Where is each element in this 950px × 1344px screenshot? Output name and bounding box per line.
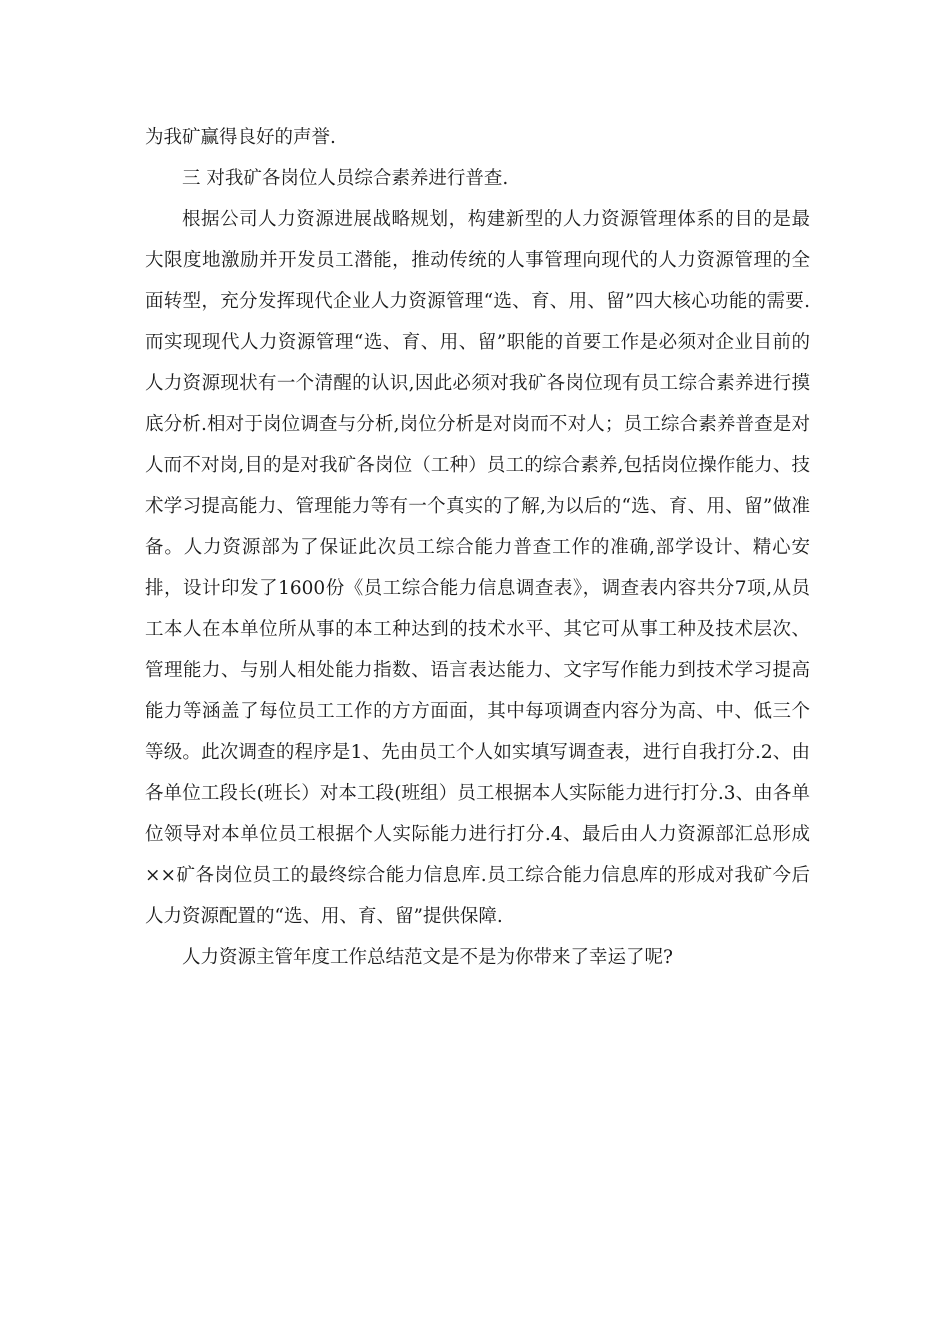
paragraph-intro-fragment: 为我矿赢得良好的声誉.	[145, 127, 336, 148]
section-heading: 三 对我矿各岗位人员综合素养进行普查.	[182, 168, 509, 189]
paragraph-body: 根据公司人力资源进展战略规划，构建新型的人力资源管理体系的目的是最大限度地激励并开发员工潜能，推动传统的人事管理向现代的人力资源管理的全面转型，充分发挥现代企业人力资源管理“选、育、用、留”四大核心功能的需要.而实现现代人力资源管理“选、育、用、留”职能的首要工作是必须对企业目前的人力资源现状有一个清醒的认识,因此必须对我矿各岗位现有员工综合素养进行摸底分析.相对于岗位调查与分析,岗位分析是对岗而不对人；员工综合素养普查是对人而不对岗,目的是对我矿各岗位（工种）员工的综合素养,包括岗位操作能力、技术学习提高能力、管理能力等有一个真实的了解,为以后的“选、育、用、留”做准备。人力资源部为了保证此次员工综合能力普查工作的准确,部学设计、精心安排，设计印发了1600份《员工综合能力信息调查表》，调查表内容共分7项,从员工本人在本单位所从事的本工种达到的技术水平、其它可从事工种及技术层次、管理能力、与别人相处能力指数、语言表达能力、文字写作能力到技术学习提高能力等涵盖了每位员工工作的方方面面，其中每项调查内容分为高、中、低三个等级。此次调查的程序是1、先由员工个人如实填写调查表，进行自我打分.2、由各单位工段长(班长）对本工段(班组）员工根据本人实际能力进行打分.3、由各单位领导对本单位员工根据个人实际能力进行打分.4、最后由人力资源部汇总形成××矿各岗位员工的最终综合能力信息库.员工综合能力信息库的形成对我矿今后人力资源配置的“选、用、育、留”提供保障.	[145, 209, 810, 927]
paragraph-closing: 人力资源主管年度工作总结范文是不是为你带来了幸运了呢?	[182, 947, 673, 968]
document-body	[145, 117, 810, 978]
